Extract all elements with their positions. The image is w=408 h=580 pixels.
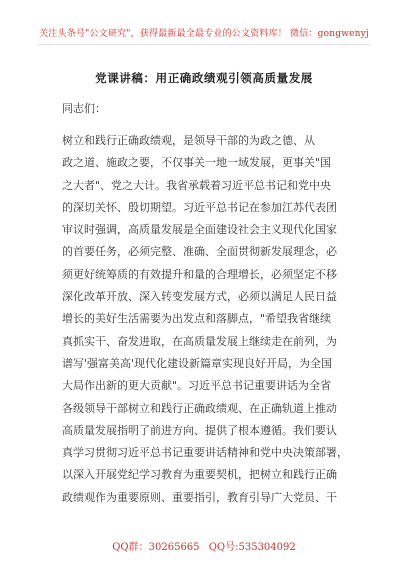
page-header: [0, 26, 408, 39]
body-line: 政之道、施政之要，不仅事关一地一域发展，更事关"国: [62, 156, 332, 170]
body-line: 大局作出新的更大贡献"。习近平总书记重要讲话为全省: [62, 379, 332, 393]
body-line: 树立和践行正确政绩观，是领导干部的为政之德、从: [62, 134, 315, 147]
footer-qq-group: QQ群：30265665: [112, 542, 200, 553]
body-line: 增长的美好生活需要为出发点和落脚点，"希望我省继续: [62, 312, 332, 326]
document-body: [62, 130, 350, 509]
body-line: 深化改革开放、深入转变发展方式，必须以满足人民日益: [62, 290, 337, 304]
body-line: 真学习贯彻习近平总书记重要讲话精神和党中央决策部署，: [62, 446, 348, 460]
body-line: 审议时强调，高质量发展是全面建设社会主义现代化国家: [62, 223, 337, 237]
body-line: 之大者"、党之大计。我省承载着习近平总书记和党中央: [62, 178, 332, 192]
body-line: 真抓实干、奋发进取，在高质量发展上继续走在前列，为: [62, 334, 337, 348]
body-line: 的深切关怀、殷切期望。习近平总书记在参加江苏代表团: [62, 200, 337, 214]
body-line: 谱写'强富美高'现代化建设新篇章实现良好开局，为全国: [62, 356, 333, 370]
body-line: 各级领导干部树立和践行正确政绩观、在正确轨道上推动: [62, 401, 337, 415]
body-line: 须更好统筹质的有效提升和量的合理增长，必须坚定不移: [62, 267, 337, 281]
body-line: 的首要任务，必须完整、准确、全面贯彻新发展理念，必: [62, 245, 337, 259]
document-title: 党课讲稿：用正确政绩观引领高质量发展: [95, 71, 313, 85]
body-line: 政绩观作为重要原则、重要指引，教育引导广大党员、干: [62, 490, 337, 504]
body-line: 以深入开展党纪学习教育为重要契机，把树立和践行正确: [62, 468, 337, 482]
greeting: 同志们：: [62, 102, 106, 115]
footer-qq-number: QQ号:535304092: [208, 542, 296, 553]
page-footer: [0, 538, 408, 553]
body-line: 高质量发展指明了前进方向、提供了根本遵循。我们要认: [62, 423, 337, 437]
header-divider: [38, 44, 370, 45]
header-banner-text: 关注头条号"公文研究"，获得最新最全最专业的公文资料库！ 微信：gongwenyj: [39, 29, 369, 39]
